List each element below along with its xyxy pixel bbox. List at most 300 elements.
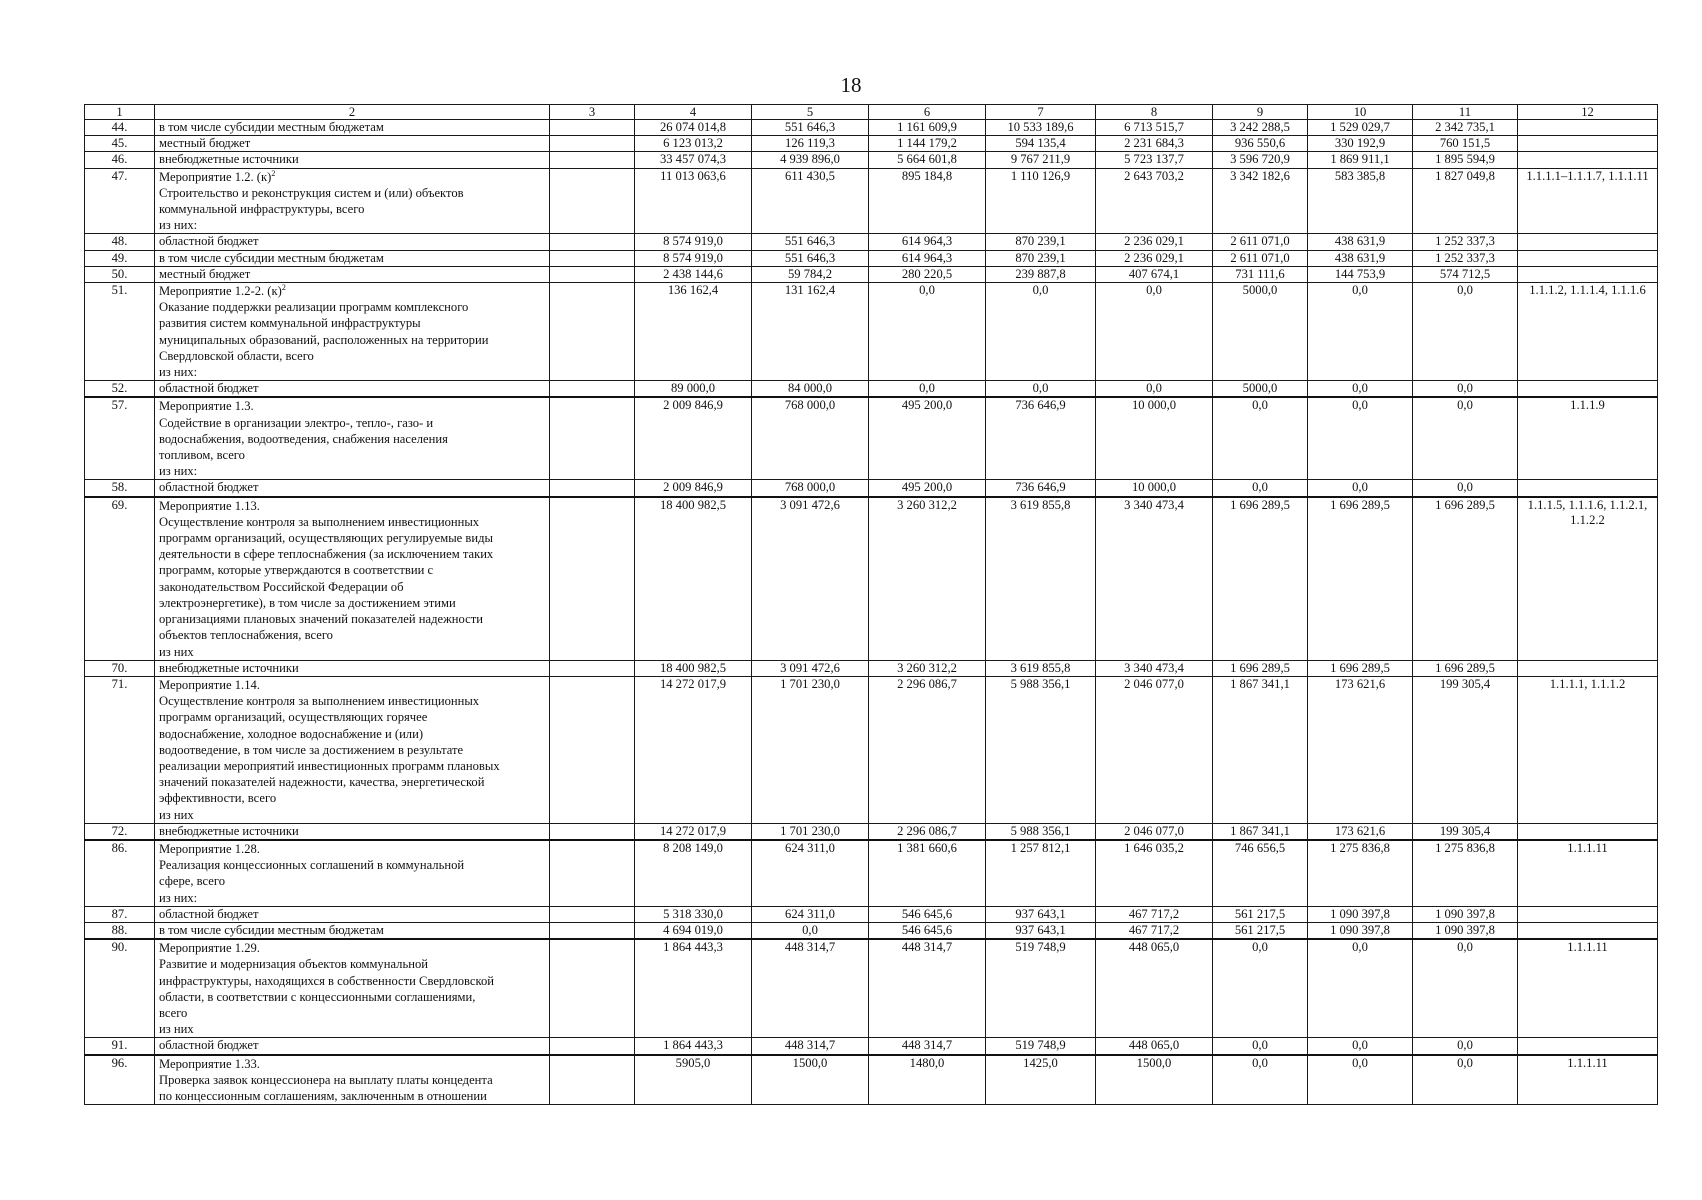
row-value: 14 272 017,9: [635, 823, 752, 840]
row-description-line: эффективности, всего: [159, 791, 277, 806]
row-value: 5 723 137,7: [1096, 152, 1213, 168]
row-value: 448 065,0: [1096, 939, 1213, 1038]
row-value: 1 381 660,6: [869, 840, 986, 906]
table-row: [85, 480, 1658, 497]
row-name-cell: [155, 676, 550, 823]
table-row: [85, 234, 1658, 250]
row-number: 57.: [85, 397, 155, 480]
row-value: 1 696 289,5: [1413, 660, 1518, 676]
row-value: 0,0: [752, 922, 869, 939]
row-name-cell: [155, 168, 550, 234]
row-number: 71.: [85, 676, 155, 823]
row-value: 3 340 473,4: [1096, 497, 1213, 661]
row-value: 0,0: [1308, 480, 1413, 497]
row-value: 467 717,2: [1096, 906, 1213, 922]
row-value: 1 257 812,1: [986, 840, 1096, 906]
row-value: 2 438 144,6: [635, 266, 752, 282]
table-row: [85, 497, 1658, 661]
row-col3: [550, 266, 635, 282]
row-title: местный бюджет: [159, 136, 251, 151]
column-header: 11: [1413, 105, 1518, 120]
row-value: 624 311,0: [752, 840, 869, 906]
row-value: 4 694 019,0: [635, 922, 752, 939]
row-value: 574 712,5: [1413, 266, 1518, 282]
row-value: 0,0: [1213, 1038, 1308, 1055]
row-description-line: всего: [159, 1005, 188, 1020]
row-value: 2 236 029,1: [1096, 234, 1213, 250]
row-value: 583 385,8: [1308, 168, 1413, 234]
row-value: 2 296 086,7: [869, 823, 986, 840]
row-description-line: Осуществление контроля за выполнением инвестиционных: [159, 694, 480, 709]
footnote-mark: 2: [271, 168, 276, 178]
row-value: 448 314,7: [752, 939, 869, 1038]
row-number: 52.: [85, 381, 155, 398]
row-number: 72.: [85, 823, 155, 840]
row-value: 519 748,9: [986, 939, 1096, 1038]
table-row: [85, 381, 1658, 398]
row-value: 561 217,5: [1213, 906, 1308, 922]
row-value: 14 272 017,9: [635, 676, 752, 823]
column-header: 1: [85, 105, 155, 120]
row-value: 6 713 515,7: [1096, 120, 1213, 136]
row-value: 3 340 473,4: [1096, 660, 1213, 676]
row-value: 3 242 288,5: [1213, 120, 1308, 136]
row-value: 1 090 397,8: [1413, 922, 1518, 939]
table-row: [85, 1038, 1658, 1055]
row-col3: [550, 1038, 635, 1055]
row-value: 5 318 330,0: [635, 906, 752, 922]
row-title: областной бюджет: [159, 906, 259, 921]
row-title: Мероприятие 1.28.: [159, 841, 260, 856]
column-header: 3: [550, 105, 635, 120]
row-value: 199 305,4: [1413, 823, 1518, 840]
row-value: 239 887,8: [986, 266, 1096, 282]
row-col3: [550, 1055, 635, 1105]
row-description-line: программ, которые утверждаются в соответствии с: [159, 563, 434, 578]
row-target: [1518, 906, 1658, 922]
row-title: в том числе субсидии местным бюджетам: [159, 250, 384, 265]
row-value: 1 090 397,8: [1308, 922, 1413, 939]
row-value: 0,0: [1308, 283, 1413, 381]
row-value: 2 611 071,0: [1213, 250, 1308, 266]
row-value: 0,0: [1413, 283, 1518, 381]
row-target: 1.1.1.11: [1518, 840, 1658, 906]
row-value: 1425,0: [986, 1055, 1096, 1105]
row-col3: [550, 906, 635, 922]
row-value: 10 000,0: [1096, 480, 1213, 497]
row-value: 5905,0: [635, 1055, 752, 1105]
row-value: 519 748,9: [986, 1038, 1096, 1055]
row-value: 448 065,0: [1096, 1038, 1213, 1055]
row-value: 1 275 836,8: [1413, 840, 1518, 906]
row-value: 6 123 013,2: [635, 136, 752, 152]
row-title: областной бюджет: [159, 480, 259, 495]
row-number: 96.: [85, 1055, 155, 1105]
row-number: 45.: [85, 136, 155, 152]
row-description-line: водоснабжение, холодное водоснабжение и (или): [159, 726, 424, 741]
row-name-cell: [155, 120, 550, 136]
row-description-line: сфере, всего: [159, 874, 226, 889]
row-value: 1 864 443,3: [635, 1038, 752, 1055]
row-value: 9 767 211,9: [986, 152, 1096, 168]
row-value: 895 184,8: [869, 168, 986, 234]
row-target: [1518, 922, 1658, 939]
row-value: 3 091 472,6: [752, 497, 869, 661]
row-value: 5000,0: [1213, 283, 1308, 381]
row-value: 768 000,0: [752, 480, 869, 497]
row-col3: [550, 168, 635, 234]
row-value: 3 260 312,2: [869, 497, 986, 661]
row-value: 561 217,5: [1213, 922, 1308, 939]
row-value: 0,0: [1096, 283, 1213, 381]
row-value: 280 220,5: [869, 266, 986, 282]
row-value: 3 342 182,6: [1213, 168, 1308, 234]
row-col3: [550, 840, 635, 906]
row-title: областной бюджет: [159, 1038, 259, 1053]
table-row: [85, 939, 1658, 1038]
row-value: 1 275 836,8: [1308, 840, 1413, 906]
row-value: 870 239,1: [986, 250, 1096, 266]
row-title: внебюджетные источники: [159, 823, 299, 838]
row-col3: [550, 397, 635, 480]
row-name-cell: [155, 283, 550, 381]
row-value: 1480,0: [869, 1055, 986, 1105]
row-title: Мероприятие 1.33.: [159, 1056, 260, 1071]
row-name-cell: [155, 840, 550, 906]
row-description-line: организациями плановых значений показателей надежности: [159, 612, 483, 627]
row-description-line: Проверка заявок концессионера на выплату платы концедента: [159, 1072, 493, 1087]
row-value: 2 236 029,1: [1096, 250, 1213, 266]
row-value: 546 645,6: [869, 906, 986, 922]
row-number: 51.: [85, 283, 155, 381]
row-value: 1500,0: [1096, 1055, 1213, 1105]
row-value: 84 000,0: [752, 381, 869, 398]
row-description-line: законодательством Российской Федерации об: [159, 579, 404, 594]
row-value: 1 895 594,9: [1413, 152, 1518, 168]
table-row: [85, 823, 1658, 840]
row-value: 0,0: [986, 381, 1096, 398]
row-value: 1 864 443,3: [635, 939, 752, 1038]
row-col3: [550, 676, 635, 823]
row-name-cell: [155, 266, 550, 282]
row-value: 5 988 356,1: [986, 823, 1096, 840]
row-value: 3 596 720,9: [1213, 152, 1308, 168]
row-description-line: по концессионным соглашениям, заключенным в отношении: [159, 1088, 487, 1103]
row-value: 5 988 356,1: [986, 676, 1096, 823]
row-col3: [550, 381, 635, 398]
row-name-cell: [155, 234, 550, 250]
row-description-line: программ организаций, осуществляющих горячее: [159, 710, 428, 725]
row-col3: [550, 480, 635, 497]
page-number: 18: [840, 73, 862, 97]
row-value: 1 696 289,5: [1213, 660, 1308, 676]
row-value: 0,0: [1213, 480, 1308, 497]
row-name-cell: [155, 152, 550, 168]
row-value: 0,0: [1308, 939, 1413, 1038]
row-value: 0,0: [869, 283, 986, 381]
row-value: 551 646,3: [752, 234, 869, 250]
row-value: 768 000,0: [752, 397, 869, 480]
row-name-cell: [155, 1038, 550, 1055]
row-name-cell: [155, 660, 550, 676]
row-col3: [550, 152, 635, 168]
row-number: 91.: [85, 1038, 155, 1055]
row-description-line: Реализация концессионных соглашений в коммунальной: [159, 858, 465, 873]
row-value: 2 046 077,0: [1096, 823, 1213, 840]
row-title: областной бюджет: [159, 381, 259, 396]
row-description-line: Оказание поддержки реализации программ комплексного: [159, 300, 469, 315]
row-value: 18 400 982,5: [635, 660, 752, 676]
row-value: 0,0: [986, 283, 1096, 381]
column-header: 9: [1213, 105, 1308, 120]
row-description-line: из них:: [159, 218, 198, 233]
row-value: 746 656,5: [1213, 840, 1308, 906]
row-description-line: Развитие и модернизация объектов коммунальной: [159, 957, 428, 972]
row-value: 1 529 029,7: [1308, 120, 1413, 136]
row-description-line: области, в соответствии с концессионными соглашениями,: [159, 989, 476, 1004]
row-value: 1 646 035,2: [1096, 840, 1213, 906]
table-header-row: [85, 105, 1658, 120]
row-number: 70.: [85, 660, 155, 676]
row-value: 448 314,7: [752, 1038, 869, 1055]
row-value: 0,0: [1413, 480, 1518, 497]
row-col3: [550, 120, 635, 136]
table-row: [85, 397, 1658, 480]
row-col3: [550, 660, 635, 676]
row-col3: [550, 234, 635, 250]
row-description-line: коммунальной инфраструктуры, всего: [159, 202, 365, 217]
row-name-cell: [155, 250, 550, 266]
row-value: 614 964,3: [869, 234, 986, 250]
row-name-cell: [155, 497, 550, 661]
row-value: 1 252 337,3: [1413, 234, 1518, 250]
table-row: [85, 120, 1658, 136]
row-number: 88.: [85, 922, 155, 939]
row-value: 937 643,1: [986, 922, 1096, 939]
row-value: 936 550,6: [1213, 136, 1308, 152]
row-value: 1 867 341,1: [1213, 676, 1308, 823]
row-value: 10 533 189,6: [986, 120, 1096, 136]
row-value: 2 296 086,7: [869, 676, 986, 823]
row-value: 11 013 063,6: [635, 168, 752, 234]
row-title: в том числе субсидии местным бюджетам: [159, 922, 384, 937]
row-target: 1.1.1.9: [1518, 397, 1658, 480]
row-description-line: объектов теплоснабжения, всего: [159, 628, 333, 643]
row-value: 1 110 126,9: [986, 168, 1096, 234]
row-number: 48.: [85, 234, 155, 250]
row-value: 1 696 289,5: [1213, 497, 1308, 661]
row-value: 10 000,0: [1096, 397, 1213, 480]
row-description-line: из них: [159, 807, 194, 822]
row-description-line: из них: [159, 1022, 194, 1037]
row-value: 59 784,2: [752, 266, 869, 282]
row-value: 5000,0: [1213, 381, 1308, 398]
row-value: 1 696 289,5: [1308, 497, 1413, 661]
row-value: 1 696 289,5: [1413, 497, 1518, 661]
row-col3: [550, 136, 635, 152]
row-title: областной бюджет: [159, 234, 259, 249]
row-target: [1518, 120, 1658, 136]
row-description-line: из них:: [159, 365, 198, 380]
row-value: 1 161 609,9: [869, 120, 986, 136]
table-row: [85, 922, 1658, 939]
row-description-line: деятельности в сфере теплоснабжения (за исключением таких: [159, 547, 494, 562]
row-target: [1518, 1038, 1658, 1055]
row-target: [1518, 480, 1658, 497]
row-col3: [550, 823, 635, 840]
row-value: 136 162,4: [635, 283, 752, 381]
row-value: 0,0: [1213, 397, 1308, 480]
row-number: 44.: [85, 120, 155, 136]
row-value: 438 631,9: [1308, 234, 1413, 250]
row-value: 448 314,7: [869, 939, 986, 1038]
row-value: 1500,0: [752, 1055, 869, 1105]
row-value: 173 621,6: [1308, 676, 1413, 823]
row-target: [1518, 823, 1658, 840]
row-title: внебюджетные источники: [159, 660, 299, 675]
row-value: 1 696 289,5: [1308, 660, 1413, 676]
row-target: [1518, 136, 1658, 152]
row-target: 1.1.1.5, 1.1.1.6, 1.1.2.1, 1.1.2.2: [1518, 497, 1658, 661]
row-value: 2 231 684,3: [1096, 136, 1213, 152]
row-title: Мероприятие 1.2-2. (к): [159, 284, 282, 299]
row-description-line: водоснабжения, водоотведения, снабжения населения: [159, 431, 448, 446]
row-description-line: Свердловской области, всего: [159, 348, 314, 363]
row-value: 736 646,9: [986, 480, 1096, 497]
row-value: 330 192,9: [1308, 136, 1413, 152]
row-description-line: развития систем коммунальной инфраструктуры: [159, 316, 421, 331]
row-value: 4 939 896,0: [752, 152, 869, 168]
row-col3: [550, 922, 635, 939]
row-description-line: программ организаций, осуществляющих регулируемые виды: [159, 531, 493, 546]
row-value: 3 619 855,8: [986, 497, 1096, 661]
column-header: 10: [1308, 105, 1413, 120]
row-value: 551 646,3: [752, 250, 869, 266]
row-value: 870 239,1: [986, 234, 1096, 250]
row-value: 407 674,1: [1096, 266, 1213, 282]
table-row: [85, 906, 1658, 922]
row-value: 0,0: [1213, 939, 1308, 1038]
row-value: 0,0: [1308, 1055, 1413, 1105]
row-description-line: реализации мероприятий инвестиционных программ плановых: [159, 758, 500, 773]
row-value: 8 574 919,0: [635, 250, 752, 266]
table-row: [85, 250, 1658, 266]
row-value: 5 664 601,8: [869, 152, 986, 168]
row-value: 0,0: [1096, 381, 1213, 398]
row-value: 0,0: [1413, 397, 1518, 480]
column-header: 6: [869, 105, 986, 120]
table-row: [85, 676, 1658, 823]
row-value: 1 869 911,1: [1308, 152, 1413, 168]
row-value: 2 643 703,2: [1096, 168, 1213, 234]
row-value: 126 119,3: [752, 136, 869, 152]
column-header: 7: [986, 105, 1096, 120]
row-value: 26 074 014,8: [635, 120, 752, 136]
row-target: [1518, 250, 1658, 266]
row-name-cell: [155, 1055, 550, 1105]
column-header: 12: [1518, 105, 1658, 120]
row-value: 1 090 397,8: [1413, 906, 1518, 922]
row-value: 0,0: [1308, 397, 1413, 480]
row-value: 0,0: [1413, 1055, 1518, 1105]
budget-table: [84, 104, 1658, 1105]
row-value: 438 631,9: [1308, 250, 1413, 266]
row-value: 3 260 312,2: [869, 660, 986, 676]
row-col3: [550, 283, 635, 381]
row-description-line: из них:: [159, 890, 198, 905]
row-col3: [550, 250, 635, 266]
row-value: 3 619 855,8: [986, 660, 1096, 676]
row-number: 47.: [85, 168, 155, 234]
row-value: 1 090 397,8: [1308, 906, 1413, 922]
row-number: 46.: [85, 152, 155, 168]
row-name-cell: [155, 906, 550, 922]
row-title: Мероприятие 1.2. (к): [159, 169, 272, 184]
row-value: 546 645,6: [869, 922, 986, 939]
row-value: 18 400 982,5: [635, 497, 752, 661]
row-title: Мероприятие 1.29.: [159, 941, 260, 956]
row-value: 0,0: [1413, 381, 1518, 398]
row-value: 2 342 735,1: [1413, 120, 1518, 136]
row-value: 448 314,7: [869, 1038, 986, 1055]
row-value: 495 200,0: [869, 480, 986, 497]
row-value: 2 611 071,0: [1213, 234, 1308, 250]
row-value: 594 135,4: [986, 136, 1096, 152]
row-value: 0,0: [1308, 381, 1413, 398]
row-target: 1.1.1.11: [1518, 939, 1658, 1038]
row-description-line: из них:: [159, 464, 198, 479]
footnote-mark: 2: [281, 283, 286, 293]
column-header: 8: [1096, 105, 1213, 120]
row-target: [1518, 234, 1658, 250]
row-title: Мероприятие 1.14.: [159, 677, 260, 692]
row-name-cell: [155, 480, 550, 497]
row-description-line: водоотведение, в том числе за достижением в результате: [159, 742, 464, 757]
table-row: [85, 840, 1658, 906]
row-value: 624 311,0: [752, 906, 869, 922]
row-value: 1 701 230,0: [752, 676, 869, 823]
row-target: 1.1.1.1–1.1.1.7, 1.1.1.11: [1518, 168, 1658, 234]
row-value: 736 646,9: [986, 397, 1096, 480]
row-target: 1.1.1.2, 1.1.1.4, 1.1.1.6: [1518, 283, 1658, 381]
row-value: 3 091 472,6: [752, 660, 869, 676]
row-value: 131 162,4: [752, 283, 869, 381]
row-name-cell: [155, 381, 550, 398]
table-row: [85, 1055, 1658, 1105]
row-description-line: Осуществление контроля за выполнением инвестиционных: [159, 514, 480, 529]
table-row: [85, 266, 1658, 282]
row-value: 495 200,0: [869, 397, 986, 480]
column-header: 2: [155, 105, 550, 120]
row-target: 1.1.1.11: [1518, 1055, 1658, 1105]
row-value: 2 009 846,9: [635, 480, 752, 497]
row-target: [1518, 660, 1658, 676]
row-number: 58.: [85, 480, 155, 497]
row-target: [1518, 152, 1658, 168]
column-header: 5: [752, 105, 869, 120]
row-value: 8 208 149,0: [635, 840, 752, 906]
row-value: 89 000,0: [635, 381, 752, 398]
row-name-cell: [155, 823, 550, 840]
row-name-cell: [155, 939, 550, 1038]
row-value: 0,0: [869, 381, 986, 398]
table-row: [85, 152, 1658, 168]
row-value: 467 717,2: [1096, 922, 1213, 939]
row-value: 1 867 341,1: [1213, 823, 1308, 840]
row-description-line: значений показателей надежности, качества, энергетической: [159, 775, 485, 790]
row-description-line: Строительство и реконструкция систем и (или) объектов: [159, 185, 464, 200]
row-value: 1 144 179,2: [869, 136, 986, 152]
